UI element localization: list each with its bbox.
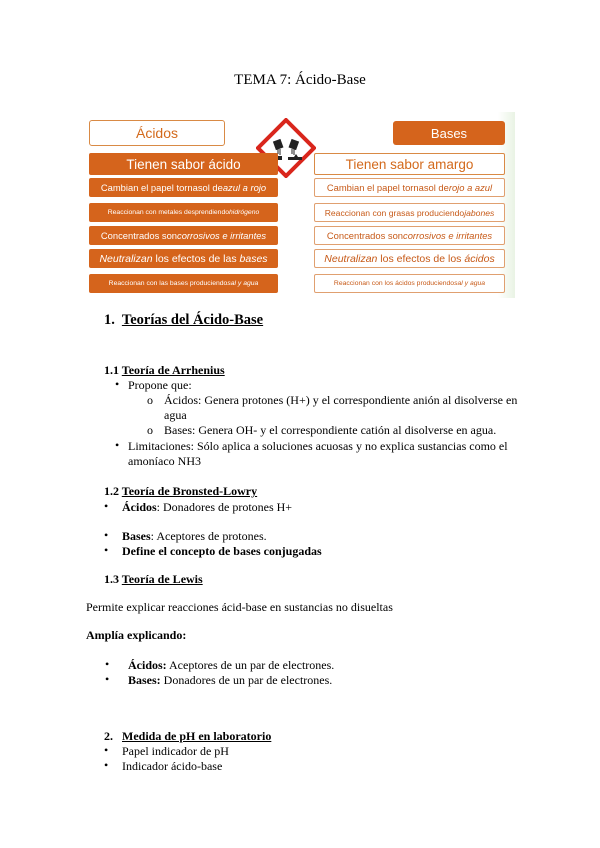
bases-main-property: Tienen sabor amargo (314, 153, 505, 175)
subsection-title: Teoría de Arrhenius (121, 363, 225, 377)
term: Bases: (128, 673, 161, 687)
row-emphasis: Neutralizan (99, 252, 153, 265)
arrhenius-limitations: Limitaciones: Sólo aplica a soluciones acuosas y no explica sustancias como el amoníaco NH3 (128, 439, 508, 468)
row-emphasis: ácidos (464, 252, 495, 265)
subsection-1-3-heading (104, 572, 203, 587)
bases-row (314, 178, 505, 197)
bronsted-conjugate: Define el concepto de bases conjugadas (122, 544, 322, 558)
row-emphasis: bases (239, 252, 268, 265)
lewis-acids (128, 658, 334, 673)
row-emphasis: rojo a azul (448, 182, 493, 193)
row-text: Reaccionan con grasas produciendo (324, 207, 465, 218)
subsection-1-1-heading (104, 363, 225, 378)
bases-row (314, 203, 505, 222)
bronsted-acids (122, 500, 292, 515)
ph-paper: Papel indicador de pH (122, 744, 229, 758)
bullet-icon: • (104, 528, 109, 542)
bronsted-bases (122, 529, 267, 544)
acids-row (89, 274, 278, 293)
bullet-icon: • (104, 743, 109, 757)
subsection-number: 1.2 (104, 484, 119, 498)
bases-row (314, 226, 505, 245)
section-1-heading (104, 312, 263, 329)
section-title: Teorías del Ácido-Base (121, 312, 264, 328)
definition: : Aceptores de protones. (150, 529, 267, 543)
row-text: los efectos de las (152, 252, 240, 265)
arrhenius-acids: Ácidos: Genera protones (H+) y el correspondiente anión al disolverse en agua (164, 393, 518, 422)
row-emphasis: hidrógeno (229, 209, 260, 216)
lewis-paragraph: Permite explicar reacciones ácid-base en sustancias no disueltas (86, 600, 393, 614)
acids-row (89, 178, 278, 197)
acid-base-indicator: Indicador ácido-base (122, 759, 223, 773)
term: Ácidos: (128, 658, 167, 672)
row-text: los efectos de los (377, 252, 465, 265)
page-title: TEMA 7: Ácido-Base (234, 72, 366, 88)
circle-bullet-icon: o (147, 393, 153, 407)
row-text: Cambian el papel tornasol de (326, 182, 449, 193)
definition: : Donadores de protones H+ (156, 500, 293, 514)
row-text: Cambian el papel tornasol de (100, 182, 223, 193)
bases-header: Bases (393, 121, 505, 145)
bullet-icon: • (105, 672, 110, 686)
row-emphasis: sal y agua (454, 280, 486, 287)
acids-row (89, 203, 278, 222)
row-text: Reaccionan con metales desprendiendo (107, 209, 230, 216)
subsection-1-2-heading (104, 484, 257, 499)
acids-row (89, 226, 278, 245)
circle-bullet-icon: o (147, 423, 153, 437)
subsection-title: Teoría de Bronsted-Lowry (121, 484, 258, 498)
subsection-number: 1.1 (104, 363, 119, 377)
section-title: Medida de pH en laboratorio (122, 729, 272, 743)
bullet-icon: • (104, 758, 109, 772)
bullet-icon: • (104, 543, 109, 557)
definition: Donadores de un par de electrones. (160, 673, 333, 687)
row-emphasis: Neutralizan (324, 252, 378, 265)
section-2-heading (104, 729, 271, 744)
acid-base-comparison-figure (86, 112, 515, 298)
bullet-icon: • (115, 377, 120, 391)
lewis-expands: Amplía explicando: (86, 628, 187, 642)
bullet-icon: • (105, 657, 110, 671)
subsection-number: 1.3 (104, 572, 119, 586)
bullet-icon: • (115, 438, 120, 452)
lewis-bases (128, 673, 332, 688)
row-emphasis: jabones (464, 207, 495, 218)
acids-row (89, 249, 278, 268)
acids-header: Ácidos (89, 120, 225, 146)
subsection-title: Teoría de Lewis (121, 572, 203, 586)
acids-main-property: Tienen sabor ácido (89, 153, 278, 175)
arrhenius-bases: Bases: Genera OH- y el correspondiente catión al disolverse en agua. (164, 423, 497, 437)
term: Bases (122, 529, 151, 543)
row-text: Reaccionan con los ácidos produciendo (333, 280, 455, 287)
row-emphasis: corrosivos e irritantes (403, 230, 493, 241)
row-text: Concentrados son (326, 230, 403, 241)
section-number: 1. (104, 312, 115, 328)
definition: Aceptores de un par de electrones. (166, 658, 335, 672)
row-emphasis: sal y agua (227, 280, 259, 287)
row-text: Reaccionan con las bases produciendo (108, 280, 228, 287)
bases-row (314, 274, 505, 293)
row-emphasis: azul a rojo (222, 182, 267, 193)
arrhenius-intro: Propone que: (128, 378, 192, 392)
row-emphasis: corrosivos e irritantes (177, 230, 267, 241)
row-text: Concentrados son (100, 230, 177, 241)
bases-row (314, 249, 505, 268)
section-number: 2. (104, 729, 113, 743)
term: Ácidos (122, 500, 157, 514)
bullet-icon: • (104, 499, 109, 513)
